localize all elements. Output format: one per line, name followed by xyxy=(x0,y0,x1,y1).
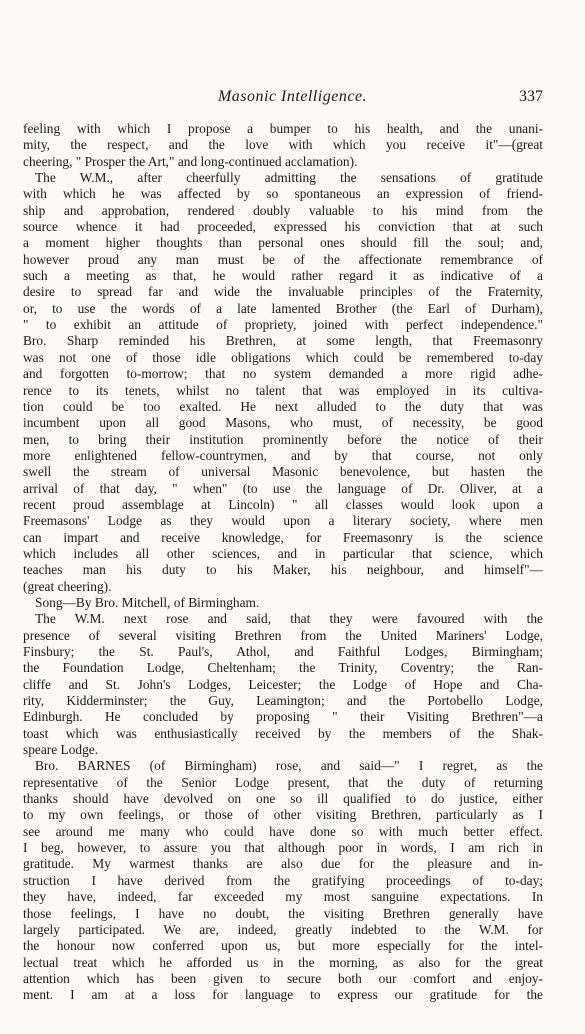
text-line: thanks should have devolved on one so ill qualified to do justice, either xyxy=(23,791,543,807)
text-line: " to exhibit an attitude of propriety, joined with perfect independence." xyxy=(23,317,543,333)
text-line: Song—By Bro. Mitchell, of Birmingham. xyxy=(35,594,260,610)
text-line: I beg, however, to assure you that although poor in words, I am rich in xyxy=(23,840,543,856)
text-line: a moment higher thoughts than personal ones should fill the soul; and, xyxy=(23,235,543,251)
text-line: see around me many who could have done so with much better effect. xyxy=(23,823,543,839)
text-line: (great cheering). xyxy=(23,578,112,594)
text-line: The W.M., after cheerfully admitting the sensations of gratitude xyxy=(35,170,543,186)
text-line: to my own feelings, or those of other visiting Brethren, particularly as I xyxy=(23,807,543,823)
text-line: Bro. Sharp reminded his Brethren, at some length, that Freemasonry xyxy=(23,333,543,349)
text-line: arrival of that day, " when" (to use the language of Dr. Oliver, at a xyxy=(23,480,543,496)
text-line: they have, indeed, far exceeded my most sanguine expectations. In xyxy=(23,889,543,905)
text-line: men, to bring their institution prominently before the notice of their xyxy=(23,431,543,447)
text-line: those feelings, I have no doubt, the visiting Brethren generally have xyxy=(23,905,543,921)
text-line: Freemasons' Lodge as they would upon a literary society, where men xyxy=(23,513,543,529)
text-line: with which he was affected by so spontaneous an expression of friend- xyxy=(23,186,543,202)
text-line: however proud any man must be of the affectionate remembrance of xyxy=(23,251,543,267)
text-line: Edinburgh. He concluded by proposing " their Visiting Brethren"—a xyxy=(23,709,543,725)
text-line: speare Lodge. xyxy=(23,742,99,758)
text-line: was not one of those idle obligations which could be remembered to-day xyxy=(23,349,543,365)
text-line: the honour now conferred upon us, but more especially for the intel- xyxy=(23,938,543,954)
text-line: cheering, " Prosper the Art," and long-continued acclamation). xyxy=(23,153,358,169)
text-line: tion could be too exalted. He next alluded to the duty that was xyxy=(23,398,543,414)
text-line: source whence it had proceeded, expressed his conviction that at such xyxy=(23,219,543,235)
text-line: struction I have derived from the gratifying proceedings of to-day; xyxy=(23,872,543,888)
text-line: swell the stream of universal Masonic benevolence, but hasten the xyxy=(23,464,543,480)
text-line: lectual treat which he afforded us in the morning, as also for the great xyxy=(23,954,543,970)
article-body xyxy=(23,121,543,1004)
text-line: rity, Kidderminster; the Guy, Leamington; and the Portobello Lodge, xyxy=(23,693,543,709)
text-line: teaches man his duty to his Maker, his neighbour, and himself"— xyxy=(23,562,543,578)
text-line: presence of several visiting Brethren from the United Mariners' Lodge, xyxy=(23,627,543,643)
text-line: such a meeting as that, he would rather regard it as indicative of a xyxy=(23,268,543,284)
text-line: recent proud assemblage at Lincoln) " all classes would look upon a xyxy=(23,496,543,512)
text-line: incumbent upon all good Masons, who must, of necessity, be good xyxy=(23,415,543,431)
text-line: ship and approbation, rendered doubly valuable to his mind from the xyxy=(23,202,543,218)
text-line: feeling with which I propose a bumper to his health, and the unani- xyxy=(23,121,543,136)
text-line: Finsbury; the St. Paul's, Athol, and Faithful Lodges, Birmingham; xyxy=(23,644,543,659)
text-line: attention which has been given to secure both our comfort and enjoy- xyxy=(23,970,543,986)
text-line: The W.M. next rose and said, that they were favoured with the xyxy=(35,611,543,627)
text-line: desire to spread far and wide the invaluable principles of the Fraternity, xyxy=(23,284,543,300)
text-line: cliffe and St. John's Lodges, Leicester; the Lodge of Hope and Cha- xyxy=(23,676,543,692)
text-line: Bro. BARNES (of Birmingham) rose, and said—" I regret, as the xyxy=(35,758,543,774)
page-number: 337 xyxy=(519,88,543,105)
text-line: and forgotten to-morrow; that no system demanded a more rigid adhe- xyxy=(23,366,543,382)
running-title: Masonic Intelligence. xyxy=(217,88,368,105)
text-line: rence to its tenets, whilst no talent that was employed in its cultiva- xyxy=(23,382,543,398)
text-line: more enlightened fellow-countrymen, and by that course, not only xyxy=(23,447,543,463)
text-line: or, to use the words of a late lamented Brother (the Earl of Durham), xyxy=(23,300,543,316)
text-line: ment. I am at a loss for language to express our gratitude for the xyxy=(23,987,543,1003)
text-line: which includes all other sciences, and in particular that science, which xyxy=(23,545,543,561)
text-line: can impart and receive knowledge, for Freemasonry is the science xyxy=(23,529,543,545)
text-line: the Foundation Lodge, Cheltenham; the Trinity, Coventry; the Ran- xyxy=(23,660,543,676)
text-line: toast which was enthusiastically received by the members of the Shak- xyxy=(23,725,543,741)
page-header xyxy=(0,88,585,110)
text-line: mity, the respect, and the love with which you receive it"—(great xyxy=(23,137,543,153)
text-line: gratitude. My warmest thanks are also due for the pleasure and in- xyxy=(23,856,543,872)
text-line: largely participated. We are, indeed, greatly indebted to the W.M. for xyxy=(23,921,543,937)
text-line: representative of the Senior Lodge present, that the duty of returning xyxy=(23,774,543,790)
